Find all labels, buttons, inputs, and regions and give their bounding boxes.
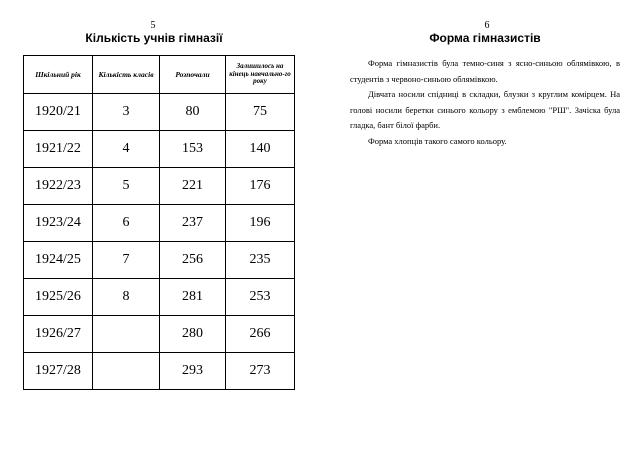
table-row: [24, 242, 295, 279]
header-school-year: Шкільний рік: [24, 56, 93, 94]
cell-school-year: 1927/28: [24, 353, 93, 390]
cell-remaining: 253: [226, 279, 295, 316]
paragraph: Форма хлопців такого самого кольору.: [368, 135, 507, 146]
cell-class-count: 3: [93, 94, 160, 131]
cell-started: 80: [160, 94, 226, 131]
cell-class-count: [93, 353, 160, 390]
cell-started: 153: [160, 131, 226, 168]
cell-class-count: 8: [93, 279, 160, 316]
uniform-description: [350, 56, 620, 149]
table-row: [24, 279, 295, 316]
cell-school-year: 1924/25: [24, 242, 93, 279]
cell-class-count: 4: [93, 131, 160, 168]
cell-class-count: 5: [93, 168, 160, 205]
cell-class-count: 7: [93, 242, 160, 279]
cell-remaining: 196: [226, 205, 295, 242]
students-table: [23, 55, 295, 390]
table-header-row: [24, 56, 295, 94]
page-title: Кількість учнів гімназії: [85, 31, 223, 45]
table-row: [24, 316, 295, 353]
cell-remaining: 176: [226, 168, 295, 205]
table-row: [24, 94, 295, 131]
table-row: [24, 353, 295, 390]
header-class-count: Кількість класів: [93, 56, 160, 94]
cell-school-year: 1922/23: [24, 168, 93, 205]
cell-started: 221: [160, 168, 226, 205]
cell-school-year: 1926/27: [24, 316, 93, 353]
cell-remaining: 140: [226, 131, 295, 168]
cell-started: 293: [160, 353, 226, 390]
cell-remaining: 75: [226, 94, 295, 131]
cell-school-year: 1925/26: [24, 279, 93, 316]
paragraph: Форма гімназистів була темно-синя з ясно-синьою облямівкою, в студентів з червоно-синьою облямівкою.: [350, 58, 620, 84]
cell-remaining: 235: [226, 242, 295, 279]
cell-school-year: 1920/21: [24, 94, 93, 131]
cell-started: 280: [160, 316, 226, 353]
table-row: [24, 131, 295, 168]
header-remaining: Залишилось на кінець навчально-го року: [226, 56, 295, 94]
cell-started: 237: [160, 205, 226, 242]
paragraph: Дівчата носили спідниці в складки, блузки з круглим комірцем. На голові носили беретки синього кольору з емблемою "РШ". Зачіска була гладка, бант білої фарби.: [350, 89, 620, 130]
cell-class-count: 6: [93, 205, 160, 242]
cell-started: 256: [160, 242, 226, 279]
table-row: [24, 168, 295, 205]
page-title: Форма гімназистів: [429, 31, 541, 45]
table-row: [24, 205, 295, 242]
page-number: 5: [150, 20, 156, 31]
header-started: Розпочали: [160, 56, 226, 94]
cell-school-year: 1923/24: [24, 205, 93, 242]
cell-started: 281: [160, 279, 226, 316]
cell-remaining: 266: [226, 316, 295, 353]
cell-class-count: [93, 316, 160, 353]
cell-school-year: 1921/22: [24, 131, 93, 168]
page-number: 6: [484, 20, 490, 31]
cell-remaining: 273: [226, 353, 295, 390]
